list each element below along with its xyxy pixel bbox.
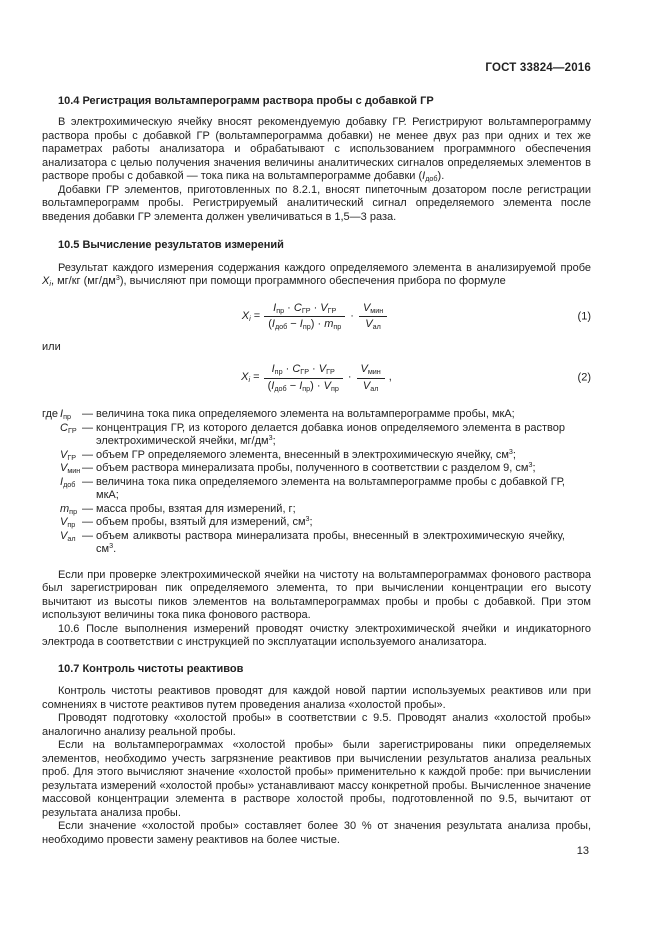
definition-text: концентрация ГР, из которого делается добавка ионов определяемого элемента в раствор электрохимической ячейки, $мг/дм^3$; [96,421,565,447]
definition-row [42,530,591,557]
definition-term: $V_{пр}$ [60,516,76,529]
formula-2-numerator: $I_{пр} \cdot C_{ГР} \cdot V_{ГР}$ [264,363,343,379]
definition-row [42,516,591,530]
formula-2 [42,360,591,396]
formula-1-body [242,302,391,332]
paragraph-10-7-1: Контроль чистоты реактивов проводят для каждой новой партии используемых реактивов или при сомнениях в чистоте реактивов путем проведения анализа «холостой пробы». [42,685,591,711]
formula-2-denominator: $(I_{доб} - I_{пр}) \cdot V_{пр}$ [267,379,339,393]
definition-text: величина тока пика определяемого элемента на вольтамперограмме пробы с добавкой ГР, мкА; [96,475,565,501]
definition-row [42,446,591,463]
section-10-7-heading: 10.7 Контроль чистоты реактивов [58,662,244,675]
formula-1-volume-denominator: $V_{ал}$ [365,318,381,331]
definition-dash: — [82,529,93,542]
formula-2-lhs: $X_i$ = [241,371,260,385]
definition-text: объем аликвоты раствора минерализата пробы, внесенный в электрохимическую ячейку, $см^3$. [96,529,565,555]
definition-pre [42,516,60,530]
or-connector: или [42,340,61,353]
definition-row [42,408,591,422]
definition-pre [42,476,60,503]
definition-pre [42,422,60,449]
formula-1-multiply-sign: · [350,309,354,322]
formula-2-volume-numerator: $V_{мин}$ [357,363,385,379]
definition-term: $m_{пр}$ [60,502,78,516]
formula-1-fraction-main [264,302,345,332]
definition-dash: — [82,448,93,461]
formula-2-fraction-main [264,363,343,393]
formula-2-tail: , [388,371,392,384]
paragraph-10-7-3: Если на вольтамперограммах «холостой пробы» были зарегистрированы пики определяемых элементов, необходимо учесть загрязнение реактивов при вычислении результатов анализа реальных проб. Для этого вычисляют значение «холостой пробы» применительно к каждой пробе: при вычислении результата измерений «холостой пробы» устанавливают массу конкретной пробы. Вычисленное значение массовой концентрации элемента в растворе холостой пробы, подготовленной по 9.5, вычитают от результата анализа пробы. [42,739,591,819]
definition-dash: — [82,502,93,515]
definition-pre [42,449,60,463]
definition-text: масса пробы, взятая для измерений, г; [96,502,296,515]
formula-2-volume-denominator: $V_{ал}$ [362,379,379,393]
definition-dash: — [82,516,93,528]
formula-2-body [241,363,392,393]
formula-1-volume-numerator: $V_{мин}$ [359,302,387,318]
paragraph-10-7-2: Проводят подготовку «холостой пробы» в соответствии с 9.5. Проводят анализ «холостой пробы» аналогично анализу реальной пробы. [42,712,591,738]
document-header: ГОСТ 33824—2016 [485,62,591,74]
paragraph-10-6: 10.6 После выполнения измерений проводят очистку электрохимической ячейки и индикаторного электрода в соответствии с инструкцией по эксплуатации используемого анализатора. [42,622,591,648]
definition-pre [42,462,60,476]
definition-term: $V_{ал}$ [60,529,76,543]
definition-where-label: где [42,408,59,420]
definition-term: $I_{доб}$ [60,475,76,489]
paragraph-10-5-note: Если при проверке электрохимической ячейки на чистоту на вольтамперограммах фонового раствора был зарегистрирован пик определяемого элемента, то при вычислении концентрации его высоту вычитают из высоты пиков элементов на вольтамперограммах пробы и пробы с добавкой. При этом используют величины тока пика фонового раствора. [42,568,591,621]
definition-term: $V_{ГР}$ [60,448,77,462]
definition-text: объем ГР определяемого элемента, внесенный в электрохимическую ячейку, $см^3$; [96,446,516,461]
definition-dash: — [82,408,93,420]
definition-text: объем пробы, взятый для измерений, $см^3$; [96,514,313,528]
section-10-5-heading: 10.5 Вычисление результатов измерений [58,239,284,251]
paragraph-10-4-2: Добавки ГР элементов, приготовленных по 8.2.1, вносят пипеточным дозатором после регистрации вольтамперограмм пробы. Регистрируемый аналитический сигнал определяемого элемента после введения добавки ГР элемента должен увеличиваться в 1,5—3 раза. [42,183,591,223]
formula-2-multiply-sign: · [347,371,352,384]
section-10-4-heading: 10.4 Регистрация вольтамперограмм раствора пробы с добавкой ГР [58,94,434,107]
formula-1-denominator: $(I_{доб} - I_{пр}) \cdot m_{пр}$ [268,318,342,331]
formula-1-numerator: $I_{пр} \cdot C_{ГР} \cdot V_{ГР}$ [264,302,345,318]
page-number: 13 [576,845,589,857]
definition-row [42,422,591,449]
definitions-list [42,408,591,557]
definition-row [42,503,591,517]
paragraph-10-5-intro: Результат каждого измерения содержания каждого определяемого элемента в анализируемой пробе $X_i$, мг/кг $(мг/дм^3)$, вычисляют при помощи программного обеспечения прибора по формуле [42,261,591,288]
definition-dash: — [82,421,93,434]
definition-text: объем раствора минерализата пробы, полученного в соответствии с разделом 9, $см^3$; [96,460,536,474]
definition-pre [42,503,60,517]
paragraph-10-7-4: Если значение «холостой пробы» составляет более 30 % от значения результата анализа пробы, необходимо провести замену реактивов на более чистые. [42,820,591,846]
definition-pre [42,530,60,557]
definition-term: $I_{пр}$ [60,408,71,421]
formula-1-fraction-volume [359,302,387,332]
definition-dash: — [82,475,93,488]
paragraph-10-4-1: В электрохимическую ячейку вносят рекомендуемую добавку ГР. Регистрируют вольтамперограмму раствора пробы с добавкой ГР (вольтамперограмма добавки) не менее двух раз при одних и тех же параметрах работы анализатора и обрабатывают с использованием программного обеспечения анализатора с целью получения значения величины аналитических сигналов определяемых элементов в растворе пробы с добавкой — тока пика на вольтамперограмме добавки $(I_{доб})$. [42,116,591,183]
formula-1 [42,299,591,335]
definition-dash: — [82,462,93,474]
definition-text: величина тока пика определяемого элемента на вольтамперограмме пробы, мкА; [96,408,515,420]
definition-term: $C_{ГР}$ [60,421,77,435]
equation-number-2: (2) [577,371,591,384]
definition-row [42,476,591,503]
formula-2-fraction-volume [357,363,385,393]
equation-number-1: (1) [577,309,591,322]
definition-row [42,462,591,476]
formula-1-lhs: $X_i$ = [241,309,261,323]
definition-term: $V_{мин}$ [60,462,81,475]
